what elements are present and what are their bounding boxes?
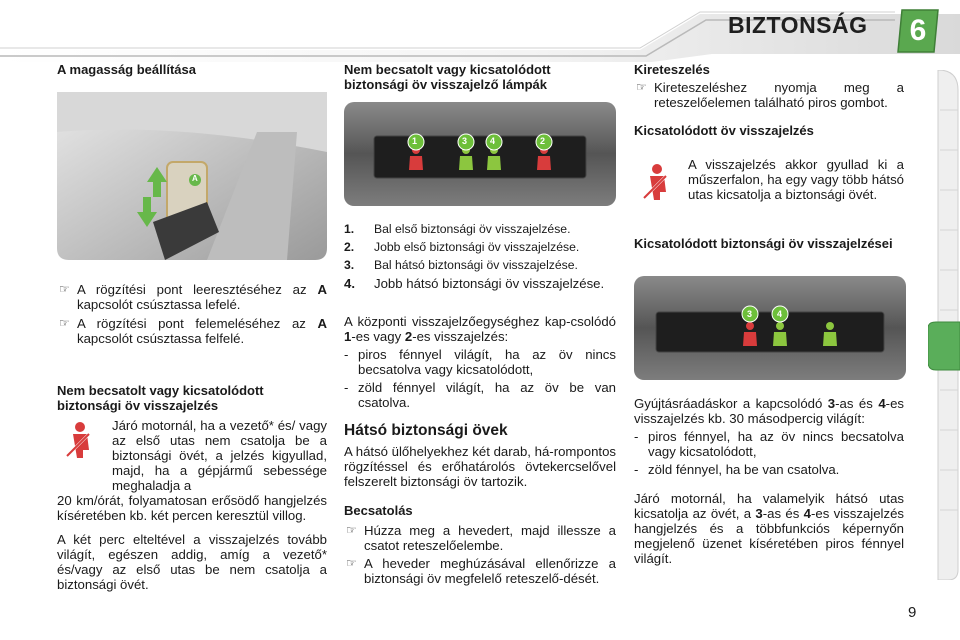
lamp-legend-item: 4. Jobb hátsó biztonsági öv visszajelzése. (344, 276, 605, 291)
buckling-heading: Becsatolás (344, 503, 413, 518)
unbuckled-warning-heading: Nem becsatolt vagy kicsatolódott biztonsági öv visszajelzés (57, 383, 264, 413)
rear-indicators-heading: Kicsatolódott biztonsági öv visszajelzései (634, 236, 893, 251)
panel-label-1: 1 (412, 136, 418, 146)
page-number: 9 (908, 604, 917, 621)
pointing-hand-icon: ☞ (636, 80, 647, 94)
pointing-hand-icon: ☞ (346, 523, 357, 537)
warning-lamp-panel-photo (344, 102, 616, 206)
rear-seatbelt-warning-icon (636, 162, 676, 202)
pointing-hand-icon: ☞ (59, 282, 70, 296)
panel-label-3: 3 (462, 136, 468, 146)
lamp-legend-item: 1. Bal első biztonsági öv visszajelzése. (344, 222, 571, 236)
rear-panel-label-4: 4 (777, 309, 783, 319)
panel-label-4: 4 (490, 136, 496, 146)
chapter-tabs (928, 70, 960, 580)
height-adjust-heading: A magasság beállítása (57, 62, 196, 77)
rear-red-light-condition: - piros fénnyel, ha az öv nincs becsatolva vagy kicsatolódott, (634, 429, 904, 459)
warning-after-two-minutes-text: A két perc elteltével a visszajelzés tovább világít, egészen addig, amíg a vezető* és/vagy az első utas be nem csatolja a biztonsági övét. (57, 532, 327, 592)
red-light-condition: - piros fénnyel világít, ha az öv nincs becsatolva vagy kicsatolódott, (344, 347, 616, 377)
rear-seatbelts-text: A hátsó ülőhelyekhez két darab, há-rompontos rögzítéssel és erőhatárolós övtekercselővel felszerelt biztonsági öv tartozik. (344, 444, 616, 489)
rear-indicator-panel-photo (634, 276, 906, 380)
engine-running-rear-unbuckle-text: Járó motornál, ha valamelyik hátsó utas kicsatolja az övét, a 3-as és 4-es visszajelzés hangjelzés és a többfunkciós képernyőn megjelenő üzenet kíséretében piros fénnyel világít. (634, 491, 905, 566)
lamp-legend-item: 2. Jobb első biztonsági öv visszajelzése. (344, 240, 580, 254)
photo-label-a: A (192, 174, 198, 183)
green-light-condition: - zöld fénnyel világít, ha az öv be van csatolva. (344, 380, 616, 410)
chapter-title: BIZTONSÁG (728, 12, 868, 38)
pointing-hand-icon: ☞ (346, 556, 357, 570)
unbuckled-warning-text-rest: 20 km/órát, folyamatosan erősödő hangjelzés kíséretében kb. két percen keresztül villog. (57, 493, 327, 523)
unbuckled-indicator-heading: Kicsatolódott öv visszajelzés (634, 123, 814, 138)
ignition-indicator-text: Gyújtásráadáskor a kapcsolódó 3-as és 4-es visszajelzés kb. 30 másodpercig világít: (634, 396, 904, 426)
chapter-number: 6 (909, 14, 927, 47)
warning-lamps-heading: Nem becsatolt vagy kicsatolódott biztonsági öv visszajelző lámpák (344, 62, 551, 92)
pointing-hand-icon: ☞ (59, 316, 70, 330)
rear-panel-label-3: 3 (747, 309, 753, 319)
buckling-step: ☞ Húzza meg a hevedert, majd illessze a csatot reteszelőelembe. (346, 523, 616, 553)
rear-unbuckled-text: A visszajelzés akkor gyullad ki a műszerfalon, ha egy vagy több hátsó utas kicsatolja a biztonsági övét. (688, 157, 904, 202)
rear-seatbelts-heading: Hátsó biztonsági övek (344, 422, 508, 439)
raise-anchor-instruction: ☞ A rögzítési pont felemeléséhez az A kapcsolót csúsztassa felfelé. (59, 316, 327, 346)
unbuckling-heading: Kireteszelés (634, 62, 710, 77)
central-unit-text: A központi visszajelzőegységhez kap-csolódó 1-es vagy 2-es visszajelzés: (344, 314, 616, 344)
unbuckled-warning-text-indented: Járó motornál, ha a vezető* és/ vagy az első utas nem csatolja be a biztonsági övét, a jelzés kigyullad, majd, ha a gépjármű sebessége meghaladja a (112, 418, 327, 493)
lower-anchor-instruction: ☞ A rögzítési pont leeresztéséhez az A kapcsolót csúsztassa lefelé. (59, 282, 327, 312)
lamp-legend-item: 3. Bal hátsó biztonsági öv visszajelzése. (344, 258, 578, 272)
rear-green-light-condition: - zöld fénnyel, ha be van csatolva. (634, 462, 840, 477)
unbuckling-step: ☞ Kireteszeléshez nyomja meg a reteszelőelemen található piros gombot. (636, 80, 904, 110)
panel-label-2: 2 (540, 136, 546, 146)
buckling-check-step: ☞ A heveder meghúzásával ellenőrizze a biztonsági öv megfelelő reteszelő-dését. (346, 556, 616, 586)
